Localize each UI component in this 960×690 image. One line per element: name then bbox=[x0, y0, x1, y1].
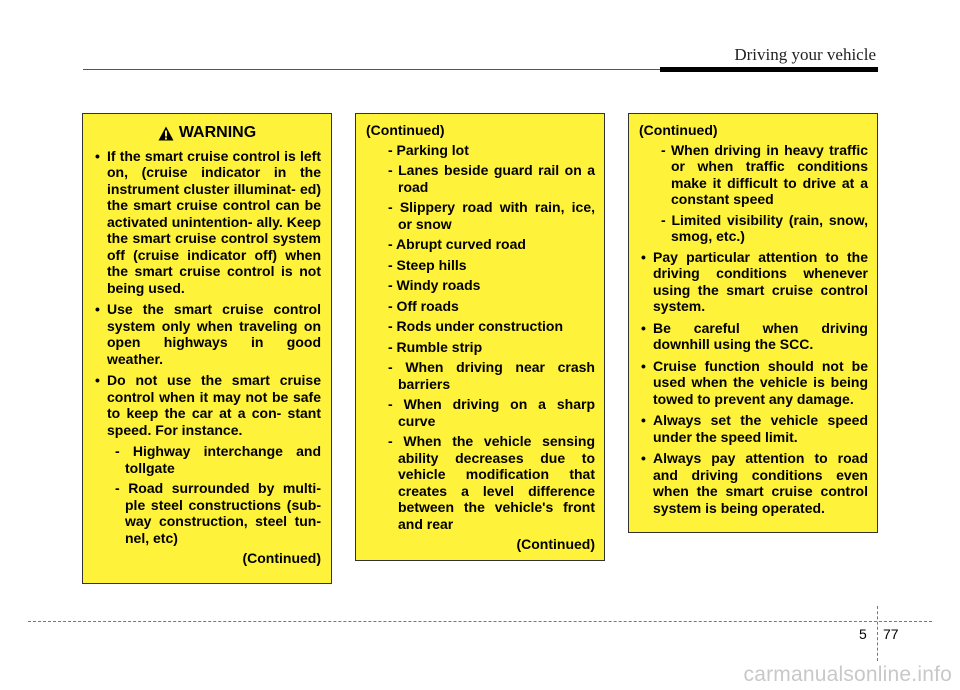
sub-list-item: - Road surrounded by multi- ple steel constructions (sub- way construction, steel tun- nel, etc) bbox=[115, 480, 321, 546]
sub-list-item: - When driving near crash barriers bbox=[388, 359, 595, 392]
sub-list-item: - Abrupt curved road bbox=[388, 236, 526, 252]
list-item: • Do not use the smart cruise control when it may not be safe to keep the car at a con- stant speed. For instance. bbox=[93, 372, 321, 438]
list-item: • Cruise function should not be used when the vehicle is being towed to prevent any damage. bbox=[639, 358, 868, 408]
sub-list-item: - Lanes beside guard rail on a road bbox=[388, 162, 595, 195]
warning-box-1 bbox=[82, 113, 332, 584]
sub-list-item: - Limited visibility (rain, snow, smog, etc.) bbox=[661, 211, 868, 244]
continued-label: (Continued) bbox=[639, 122, 718, 138]
footer-rule bbox=[28, 621, 932, 622]
warning-title: WARNING bbox=[178, 124, 257, 141]
sub-list-item: - When driving in heavy traffic or when traffic conditions make it difficult to drive at a constant speed bbox=[661, 141, 868, 207]
sub-list bbox=[639, 142, 868, 245]
continued-label: (Continued) bbox=[516, 536, 595, 552]
list-item: • Use the smart cruise control system only when traveling on open highways in good weather. bbox=[93, 301, 321, 367]
page-number: 77 bbox=[883, 626, 899, 642]
sub-list-item: - Highway interchange and tollgate bbox=[115, 443, 321, 476]
sub-list-item: - Steep hills bbox=[388, 256, 467, 273]
warning-triangle-icon bbox=[158, 126, 174, 141]
footer-divider bbox=[877, 606, 878, 661]
header-title: Driving your vehicle bbox=[734, 45, 876, 64]
sub-list-item: - Parking lot bbox=[388, 141, 469, 158]
list-item: • Always set the vehicle speed under the speed limit. bbox=[639, 412, 868, 445]
warning-heading bbox=[93, 125, 321, 142]
sub-list-item: - Rumble strip bbox=[388, 338, 483, 355]
list-item: • Be careful when driving downhill using the SCC. bbox=[639, 320, 868, 353]
warning-box-2 bbox=[355, 113, 605, 561]
warning-box-3 bbox=[628, 113, 878, 533]
sub-list-item: - When driving on a sharp curve bbox=[388, 396, 595, 429]
continued-label: (Continued) bbox=[366, 122, 445, 138]
sub-list bbox=[366, 142, 595, 533]
sub-list-item: - Off roads bbox=[388, 297, 459, 314]
list-item: • Always pay attention to road and driving conditions even when the smart cruise control system is being operated. bbox=[639, 450, 868, 516]
chapter-number: 5 bbox=[859, 626, 867, 642]
watermark: carmanualsonline.info bbox=[743, 663, 952, 686]
header-rule-accent bbox=[660, 67, 878, 72]
sub-list-item: - Slippery road with rain, ice, or snow bbox=[388, 199, 595, 232]
list-item: • Pay particular attention to the driving conditions whenever using the smart cruise control system. bbox=[639, 249, 868, 315]
sub-list-item: - When the vehicle sensing ability decreases due to vehicle modification that creates a level difference between the vehicle's front and rear bbox=[388, 433, 595, 532]
list-item: • If the smart cruise control is left on, (cruise indicator in the instrument cluster illuminat- ed) the smart cruise control can be activated unintention- ally. Keep the smart cruise control system off (cruise indicator off) when the smart cruise control is not being used. bbox=[93, 148, 321, 297]
continued-label: (Continued) bbox=[242, 550, 321, 566]
sub-list-item: - Windy roads bbox=[388, 277, 481, 293]
sub-list-item: - Rods under construction bbox=[388, 318, 563, 334]
